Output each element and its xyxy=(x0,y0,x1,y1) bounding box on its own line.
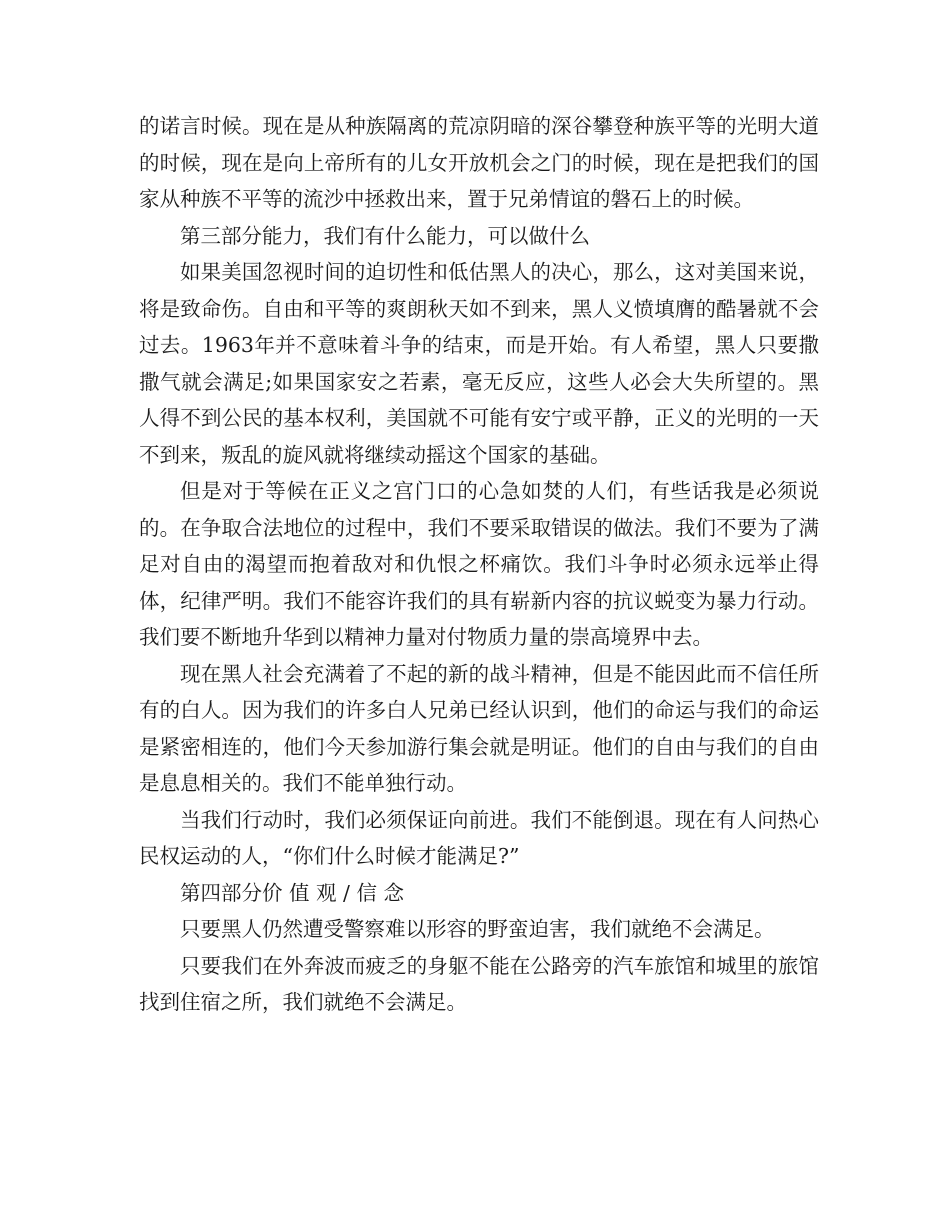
paragraph-police-brutality: 只要黑人仍然遭受警察难以形容的野蛮迫害，我们就绝不会满足。 xyxy=(180,917,775,941)
paragraph-urgency: 如果美国忽视时间的迫切性和低估黑人的决心，那么，这对美国来说，将是致命伤。自由和平等的爽朗秋天如不到来，黑人义愤填膺的酷暑就不会过去。1963年并不意味着斗争的结束，而是开始。有人希望，黑人只要撒撒气就会满足;如果国家安之若素，毫无反应，这些人必会大失所望的。黑人得不到公民的基本权利，美国就不可能有安宁或平静，正义的光明的一天不到来，叛乱的旋风就将继续动摇这个国家的基础。 xyxy=(139,260,819,467)
section-heading-part-four: 第四部分价 值 观 / 信 念 xyxy=(180,880,404,905)
section-heading-part-three: 第三部分能力，我们有什么能力，可以做什么 xyxy=(180,223,590,248)
paragraph-lodging: 只要我们在外奔波而疲乏的身躯不能在公路旁的汽车旅馆和城里的旅馆找到住宿之所，我们就绝不会满足。 xyxy=(139,953,819,1014)
paragraph-continued-text: 的诺言时候。现在是从种族隔离的荒凉阴暗的深谷攀登种族平等的光明大道的时候，现在是向上帝所有的儿女开放机会之门的时候，现在是把我们的国家从种族不平等的流沙中拯救出来，置于兄弟情谊的磐石上的时候。 xyxy=(139,114,819,211)
paragraph-march-forward: 当我们行动时，我们必须保证向前进。我们不能倒退。现在有人问热心民权运动的人，“你们什么时候才能满足?” xyxy=(139,807,819,868)
document-body xyxy=(139,108,819,1021)
paragraph-white-brothers: 现在黑人社会充满着了不起的新的战斗精神，但是不能因此而不信任所有的白人。因为我们的许多白人兄弟已经认识到，他们的命运与我们的命运是紧密相连的，他们今天参加游行集会就是明证。他们的自由与我们的自由是息息相关的。我们不能单独行动。 xyxy=(139,661,819,795)
paragraph-conduct: 但是对于等候在正义之宫门口的心急如焚的人们，有些话我是必须说的。在争取合法地位的过程中，我们不要采取错误的做法。我们不要为了满足对自由的渴望而抱着敌对和仇恨之杯痛饮。我们斗争时必须永远举止得体，纪律严明。我们不能容许我们的具有崭新内容的抗议蜕变为暴力行动。我们要不断地升华到以精神力量对付物质力量的崇高境界中去。 xyxy=(139,479,819,649)
